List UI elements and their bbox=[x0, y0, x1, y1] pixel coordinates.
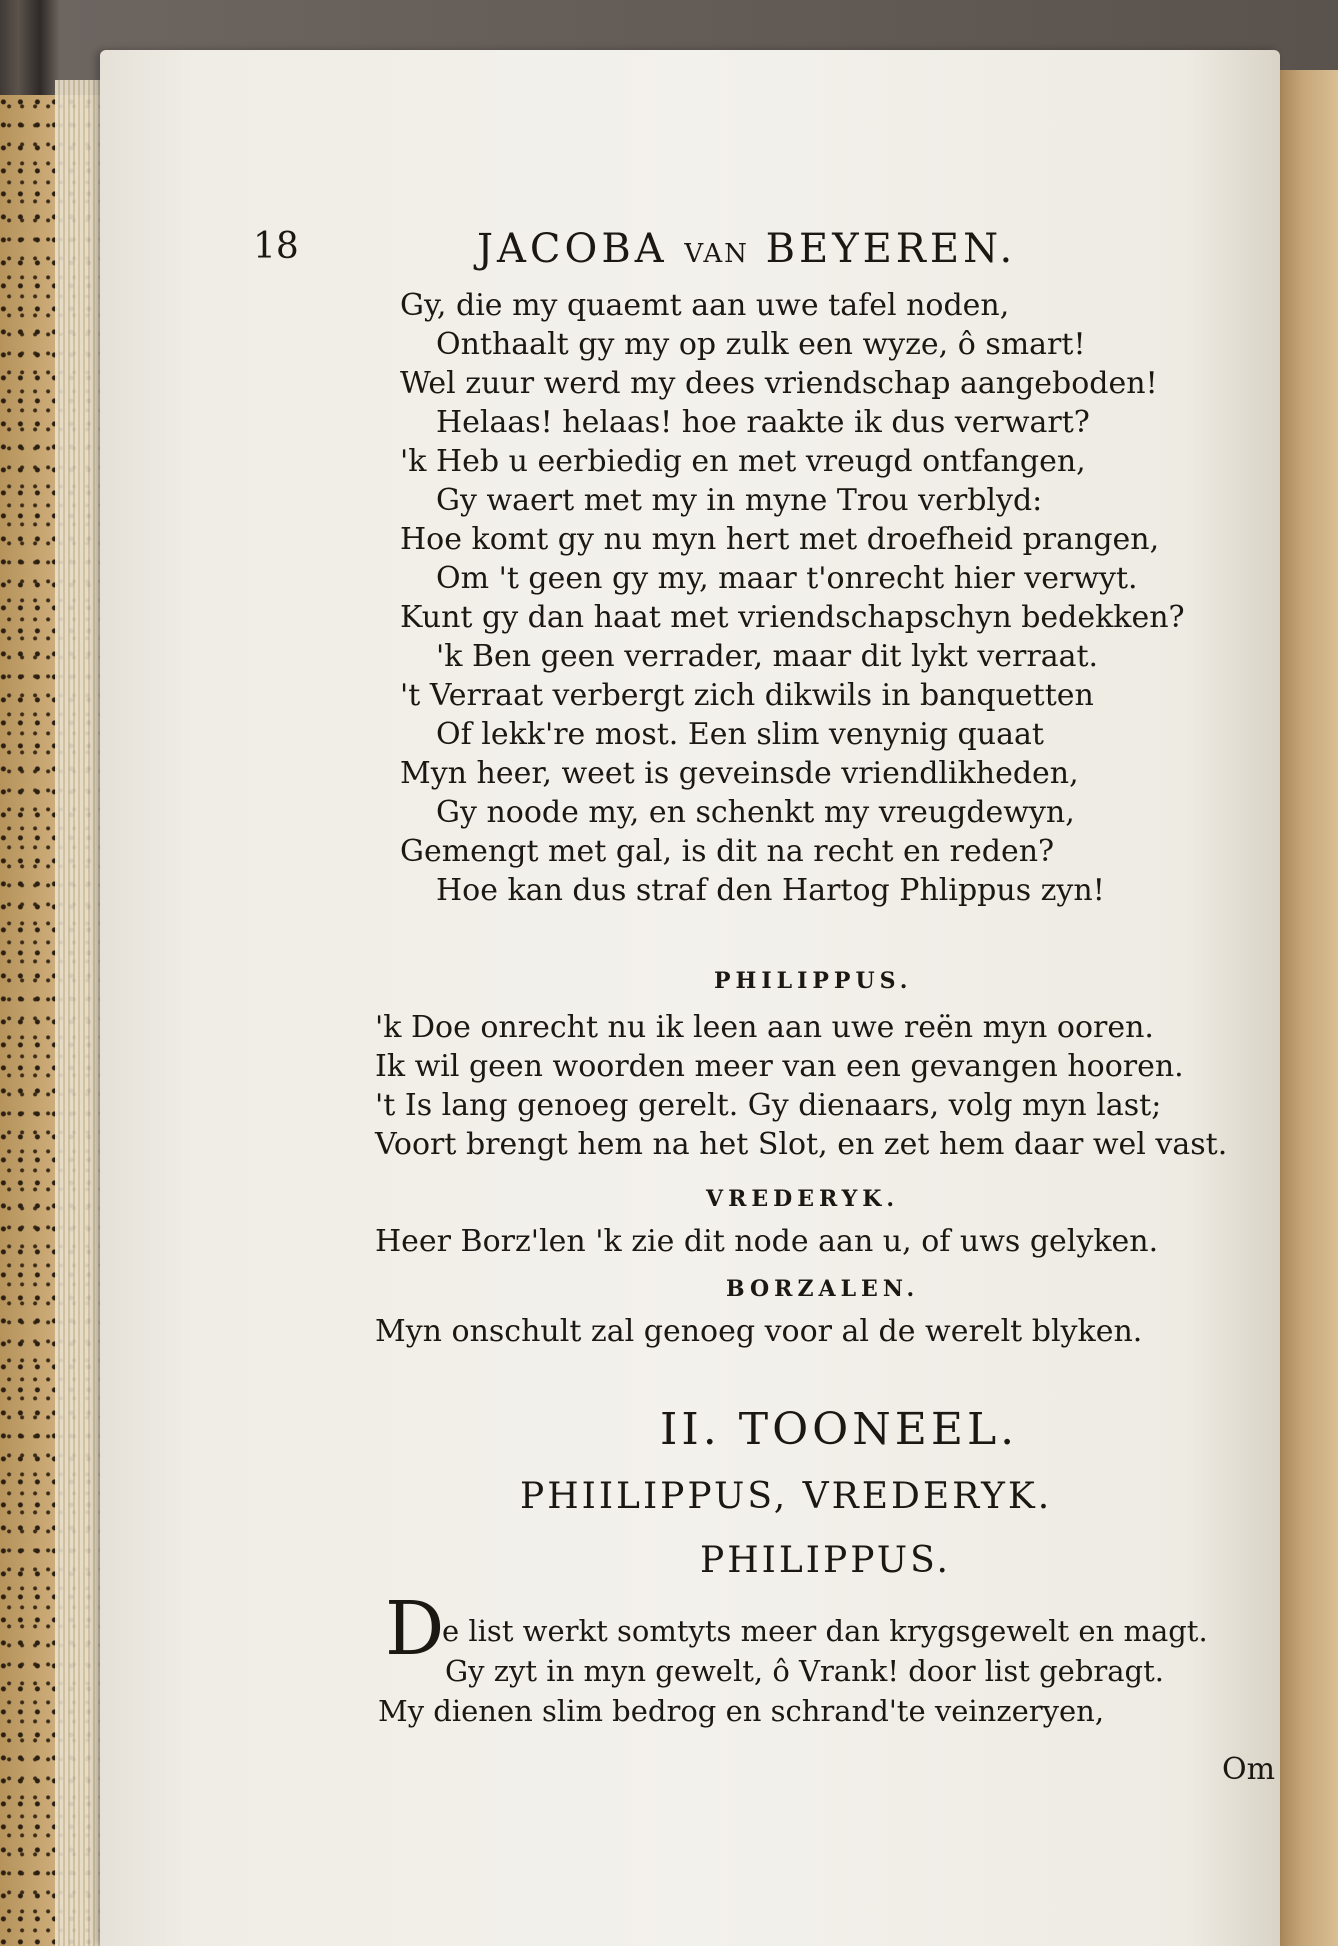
page-number: 18 bbox=[253, 226, 299, 267]
verse-line: Hoe kan dus straf den Hartog Phlippus zyn! bbox=[436, 873, 1105, 908]
verse-line: Of lekk're most. Een slim venynig quaat bbox=[436, 717, 1044, 752]
verse-line: Gy, die my quaemt aan uwe tafel noden, bbox=[400, 288, 1010, 323]
verse-line: Hoe komt gy nu myn hert met droefheid prangen, bbox=[400, 522, 1160, 557]
running-title bbox=[477, 226, 1016, 272]
verse-line: 't Is lang genoeg gerelt. Gy dienaars, volg myn last; bbox=[375, 1088, 1162, 1123]
scene-persons: PHIILIPPUS, VREDERYK. bbox=[520, 1476, 1053, 1517]
verse-line: 't Verraat verbergt zich dikwils in banquetten bbox=[400, 678, 1094, 713]
verse-line: Gy noode my, en schenkt my vreugdewyn, bbox=[436, 795, 1075, 830]
verse-line: Voort brengt hem na het Slot, en zet hem daar wel vast. bbox=[375, 1127, 1228, 1162]
verse-line: Om 't geen gy my, maar t'onrecht hier verwyt. bbox=[436, 561, 1138, 596]
verse-line: Myn onschult zal genoeg voor al de werelt blyken. bbox=[375, 1314, 1143, 1349]
verse-line: 'k Doe onrecht nu ik leen aan uwe reën myn ooren. bbox=[375, 1010, 1154, 1045]
verse-line: My dienen slim bedrog en schrand'te veinzeryen, bbox=[378, 1694, 1105, 1728]
verse-line: 'k Ben geen verrader, maar dit lykt verraat. bbox=[436, 639, 1099, 674]
verse-line: Wel zuur werd my dees vriendschap aangeboden! bbox=[400, 366, 1158, 401]
verse-line: 'k Heb u eerbiedig en met vreugd ontfangen, bbox=[400, 444, 1086, 479]
speaker-name: PHILIPPUS. bbox=[700, 1540, 951, 1581]
verse-line: Gy zyt in myn gewelt, ô Vrank! door list gebragt. bbox=[445, 1654, 1164, 1688]
title-word-jacoba: JACOBA bbox=[477, 226, 668, 272]
verse-line: Ik wil geen woorden meer van een gevangen hooren. bbox=[375, 1049, 1184, 1084]
speaker-name: BORZALEN. bbox=[726, 1276, 920, 1302]
drop-cap: D bbox=[385, 1586, 445, 1672]
verse-line: Kunt gy dan haat met vriendschapschyn bedekken? bbox=[400, 600, 1185, 635]
title-word-beyeren: BEYEREN. bbox=[765, 226, 1017, 272]
facing-page-edge bbox=[1280, 70, 1338, 1946]
verse-line: Gemengt met gal, is dit na recht en reden? bbox=[400, 834, 1055, 869]
verse-line: Heer Borz'len 'k zie dit node aan u, of uws gelyken. bbox=[375, 1224, 1159, 1259]
verse-line: e list werkt somtyts meer dan krygsgewelt en magt. bbox=[442, 1614, 1208, 1648]
speaker-name: PHILIPPUS. bbox=[714, 968, 913, 994]
scene-title: II. TOONEEL. bbox=[660, 1404, 1019, 1455]
verse-line: Myn heer, weet is geveinsde vriendlikheden, bbox=[400, 756, 1079, 791]
verse-line: Helaas! helaas! hoe raakte ik dus verwart? bbox=[436, 405, 1090, 440]
catchword: Om bbox=[1222, 1752, 1276, 1787]
verse-line: Onthaalt gy my op zulk een wyze, ô smart! bbox=[436, 327, 1086, 362]
speaker-name: VREDERYK. bbox=[706, 1186, 900, 1212]
title-word-van: VAN bbox=[684, 239, 749, 269]
verse-line: Gy waert met my in myne Trou verblyd: bbox=[436, 483, 1043, 518]
